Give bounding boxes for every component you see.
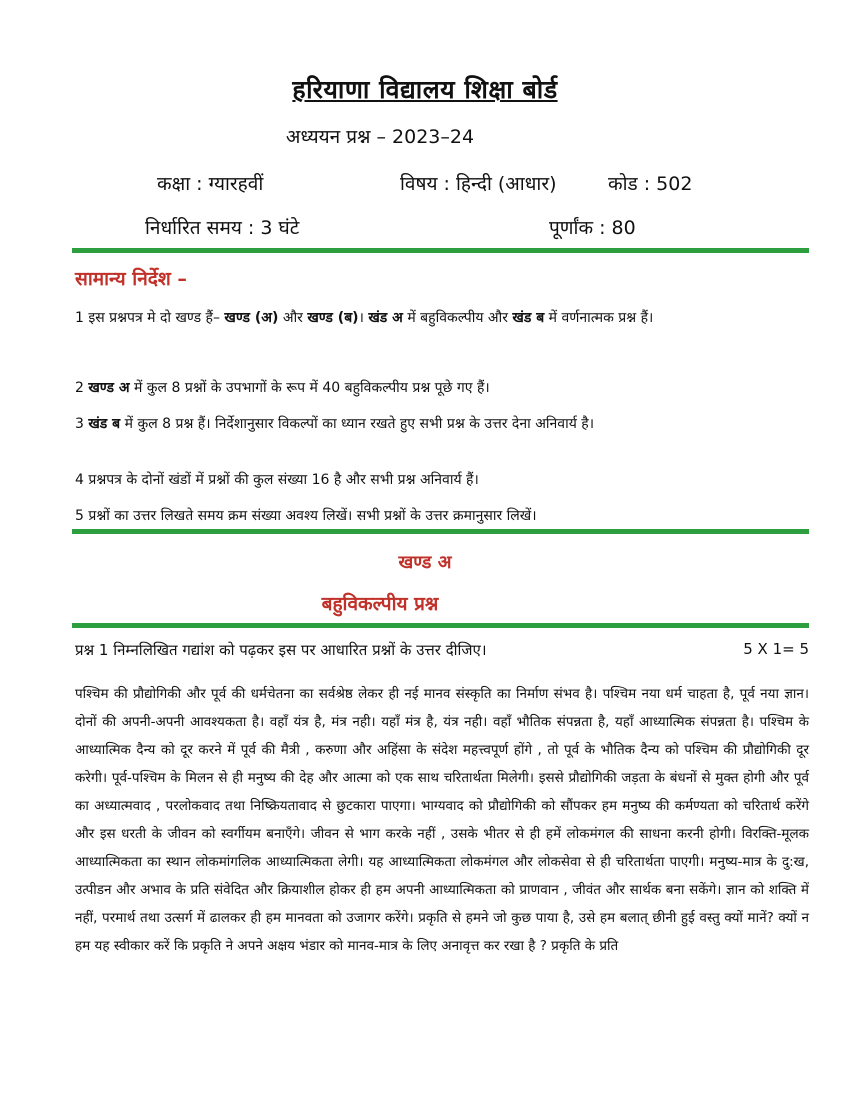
instruction-item-5: 5 प्रश्नों का उत्तर लिखते समय क्रम संख्या अवश्य लिखें। सभी प्रश्नों के उत्तर क्रमानुसार लिखें।	[75, 508, 537, 524]
instruction-item-4: 4 प्रश्नपत्र के दोनों खंडों में प्रश्नों की कुल संख्या 16 है और सभी प्रश्न अनिवार्य हैं।	[75, 472, 479, 488]
divider-top	[72, 248, 809, 253]
board-title: हरियाणा विद्यालय शिक्षा बोर्ड	[292, 75, 558, 104]
divider-section	[72, 623, 809, 628]
instruction-item-1: 1 इस प्रश्नपत्र मे दो खण्ड हैं– खण्ड (अ) और खण्ड (ब)। खंड अ में बहुविकल्पीय और खंड ब में वर्णनात्मक प्रश्न हैं।	[75, 310, 654, 326]
question-1-text: प्रश्न 1 निम्नलिखित गद्यांश को पढ़कर इस पर आधारित प्रश्नों के उत्तर दीजिए।	[75, 641, 487, 659]
document-subtitle: अध्ययन प्रश्न – 2023–24	[285, 126, 475, 148]
passage-text: पश्चिम की प्रौद्योगिकी और पूर्व की धर्मचेतना का सर्वश्रेष्ठ लेकर ही नई मानव संस्कृति का निर्माण संभव है। पश्चिम नया धर्म चाहता है, पूर्व नया ज्ञान। दोनों की अपनी-अपनी आवश्यकता है। वहाँ यंत्र है, मंत्र नही। यहाँ मंत्र है, यंत्र नही। वहाँ भौतिक संपन्नता है, यहाँ आध्यात्मिक संपन्नता है। पश्चिम के आध्यात्मिक दैन्य को दूर करने में पूर्व की मैत्री , करुणा और अहिंसा के संदेश महत्त्वपूर्ण होंगे , तो पूर्व के भौतिक दैन्य को पश्चिम की प्रौद्योगिकी दूर करेगी। पूर्व-पश्चिम के मिलन से ही मनुष्य की देह और आत्मा को एक साथ चरितार्थता मिलेगी। इससे प्रौद्योगिकी जड़ता के बंधनों से मुक्त होगी और पूर्व का अध्यात्मवाद , परलोकवाद तथा निष्क्रियतावाद से छुटकारा पाएगा। भाग्यवाद को प्रौद्योगिकी को सौंपकर हम मनुष्य की कर्मण्यता को चरितार्थ करेंगे और इस धरती के जीवन को स्वर्गीयम बनाएँगे। जीवन से भाग करके नहीं , उसके भीतर से ही हमें लोकमंगल की साधना करनी होगी। विरक्ति-मूलक आध्यात्मिकता का स्थान लोकमांगलिक आध्यात्मिकता लेगी। यह आध्यात्मिकता लोकमंगल और लोकसेवा से ही चरितार्थता पाएगी। मनुष्य-मात्र के दु:ख, उत्पीडन और अभाव के प्रति संवेदित और क्रियाशील होकर ही हम अपनी आध्यात्मिकता को प्राणवान , जीवंत और सार्थक बना सकेंगे। ज्ञान को शक्ति में नहीं, परमार्थ तथा उत्सर्ग में ढालकर ही हम मानवता को उजागर करेंगे। प्रकृति से हमने जो कुछ पाया है, उसे हम बलात् छीनी हुई वस्तु क्यों मानें? क्यों न हम यह स्वीकार करें कि प्रकृति ने अपने अक्षय भंडार को मानव-मात्र के लिए अनावृत्त कर रखा है ? प्रकृति के प्रति	[75, 686, 809, 954]
instruction-item-3: 3 खंड ब में कुल 8 प्रश्न हैं। निर्देशानुसार विकल्पों का ध्यान रखते हुए सभी प्रश्न के उत्तर देना अनिवार्य है।	[75, 416, 595, 432]
question-1	[75, 640, 809, 660]
divider-middle	[72, 529, 809, 534]
code-label: कोड : 502	[608, 173, 693, 195]
subject-label: विषय : हिन्दी (आधार)	[400, 173, 557, 195]
time-label: निर्धारित समय : 3 घंटे	[145, 217, 300, 239]
section-subtitle: बहुविकल्पीय प्रश्न	[321, 593, 439, 615]
section-title: खण्ड अ	[398, 552, 452, 573]
instructions-heading: सामान्य निर्देश –	[75, 268, 187, 290]
max-marks-label: पूर्णांक : 80	[549, 217, 636, 239]
class-label: कक्षा : ग्यारहवीं	[157, 173, 264, 195]
question-1-marks: 5 X 1= 5	[743, 640, 809, 658]
instruction-item-2: 2 खण्ड अ में कुल 8 प्रश्नों के उपभागों के रूप में 40 बहुविकल्पीय प्रश्न पूछे गए हैं।	[75, 380, 490, 396]
